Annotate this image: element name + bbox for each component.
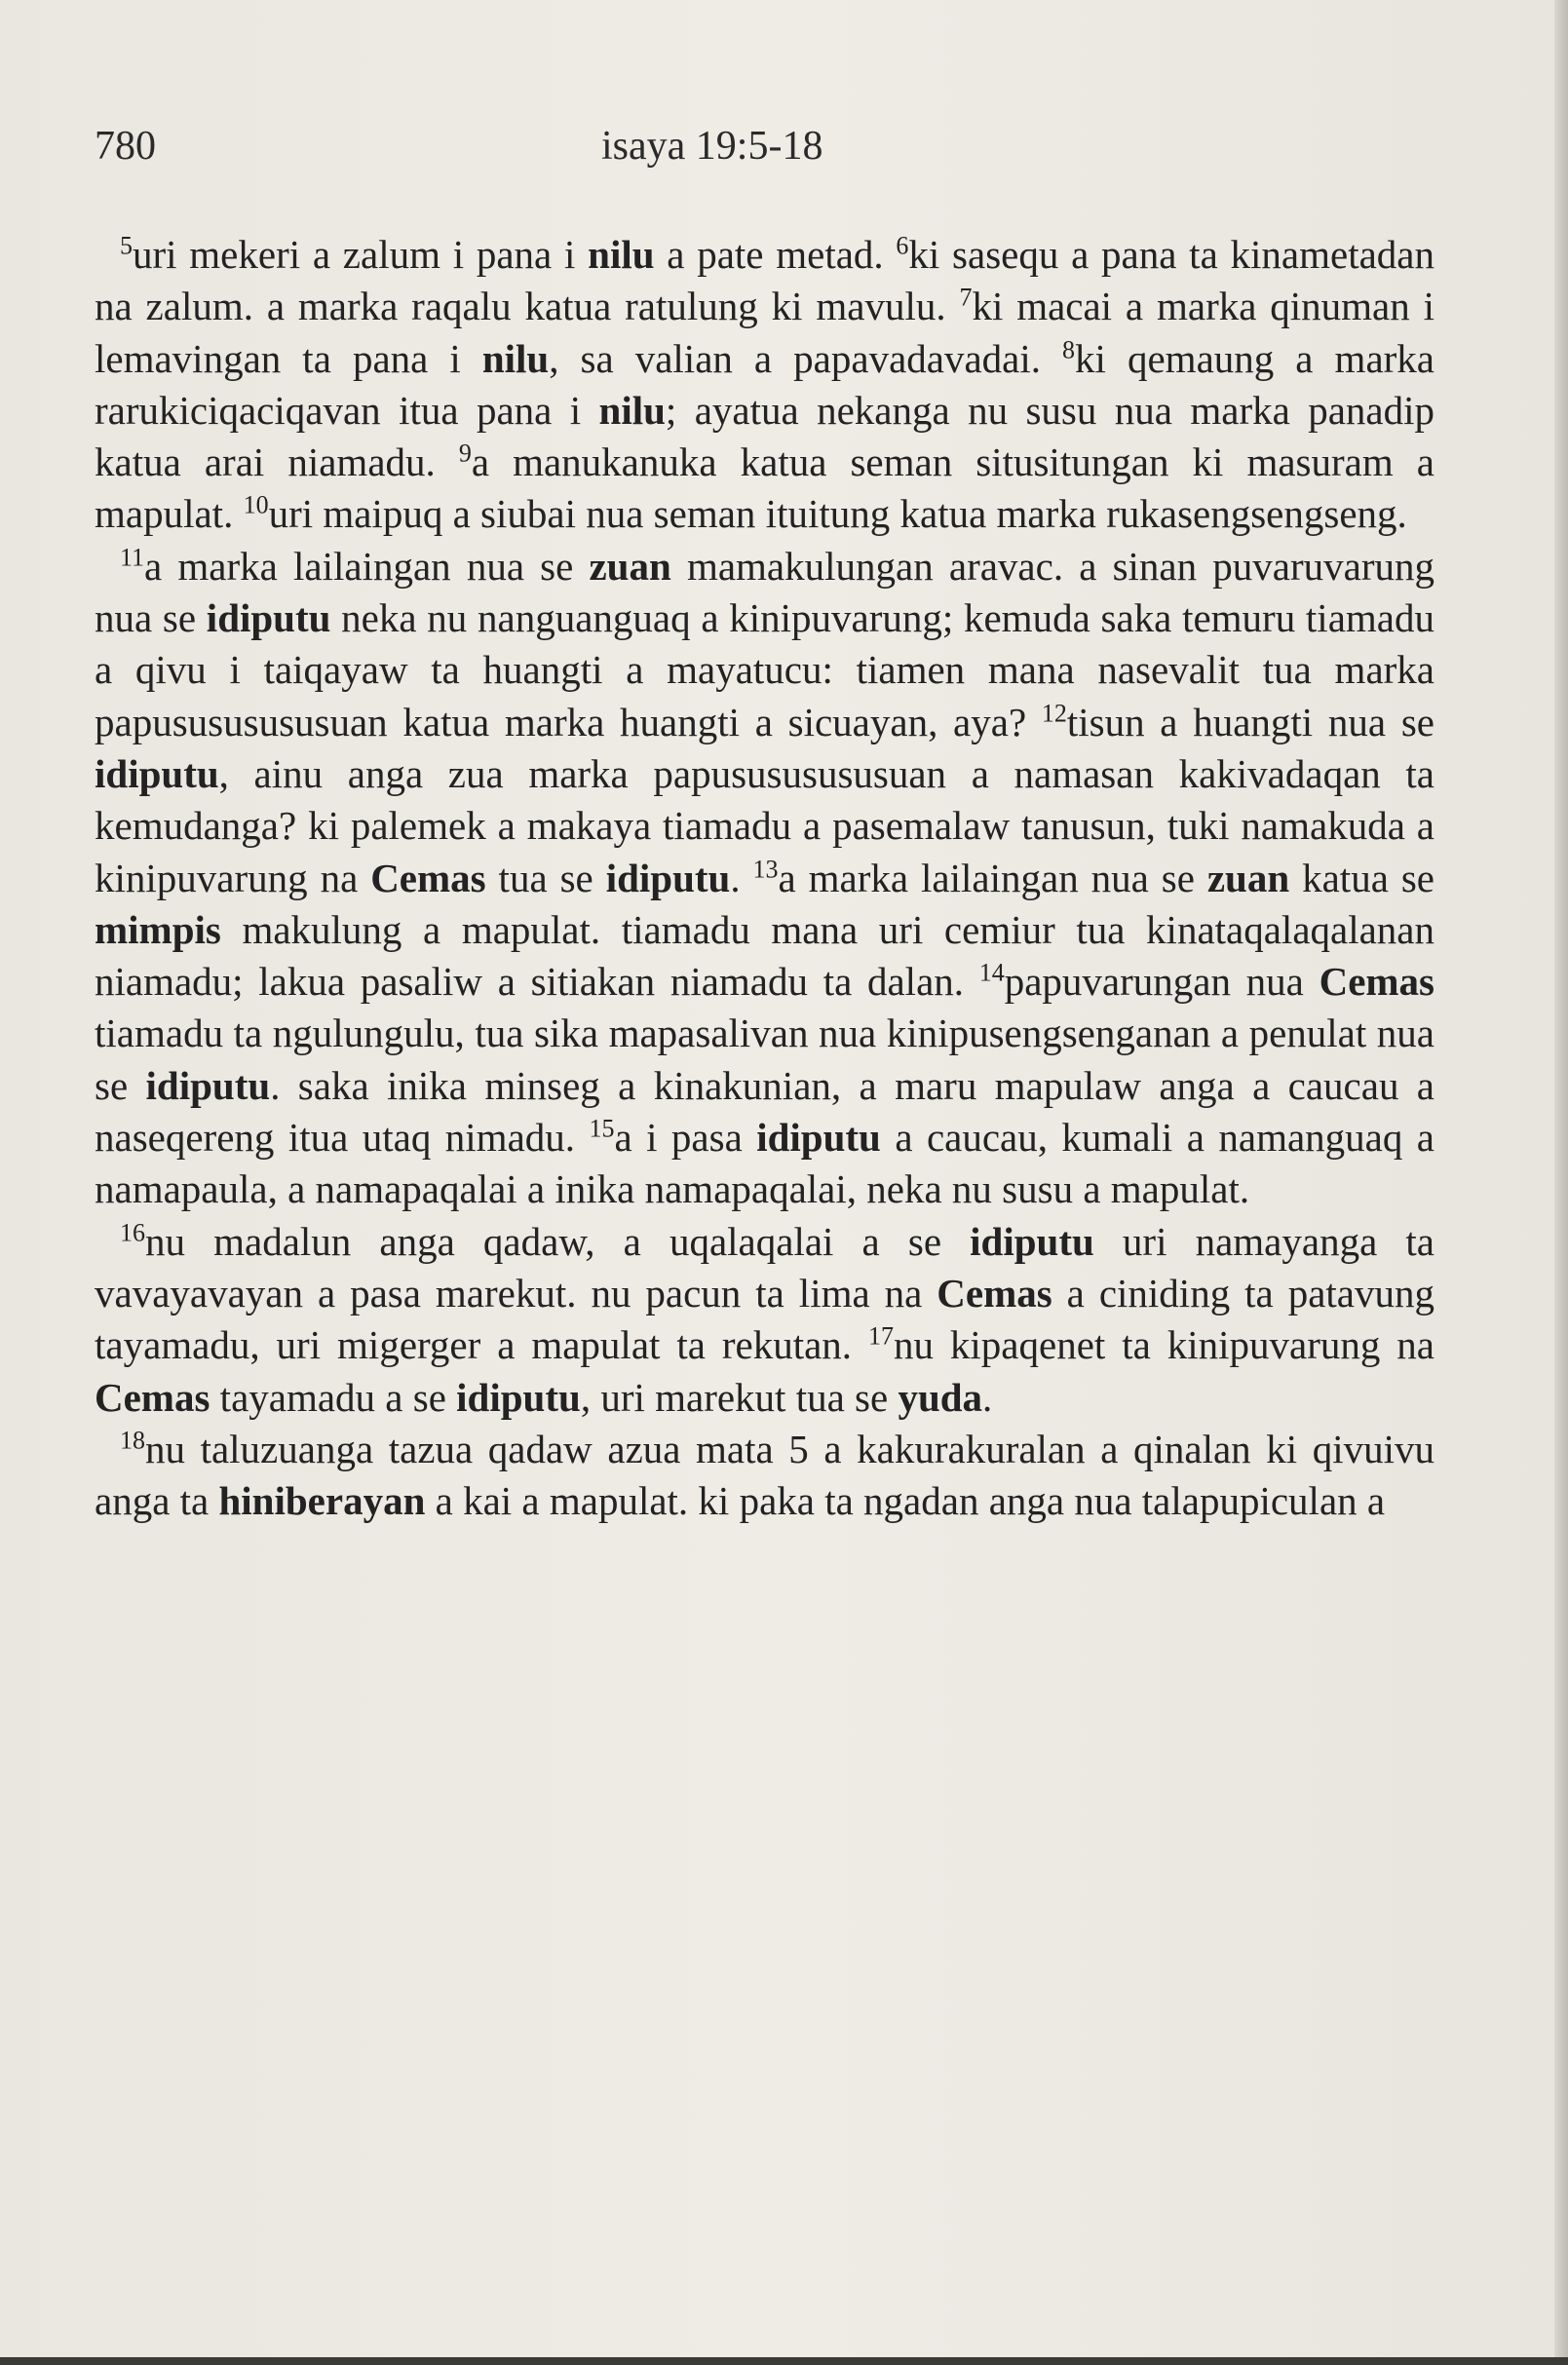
bold-term: idiputu — [970, 1218, 1094, 1264]
bold-term: mimpis — [95, 906, 221, 952]
verse-text: neka nu nanguanguaq a kinipuvarung; kemuda saka temuru tiamadu a qivu i taiqayaw ta huangti a mayatucu: tiamen mana nasevalit tua marka papusususususuan katua marka huangti a sicuayan, aya? — [95, 595, 1434, 744]
verse-text: nu madalun anga qadaw, a uqalaqalai a se — [145, 1218, 971, 1264]
bold-term: zuan — [589, 543, 671, 589]
paragraph — [95, 1424, 1434, 1528]
verse-text: . saka inika minseg a kinakunian, a maru mapulaw anga a caucau a naseqereng itua utaq nimadu. — [95, 1062, 1435, 1161]
bold-term: Cemas — [370, 855, 486, 900]
verse-text: a marka lailaingan nua se — [144, 543, 590, 589]
verse-text: tiamadu ta ngulungulu, tua sika mapasalivan nua kinipusengsenganan a penulat nua se — [95, 1011, 1434, 1108]
verse-text: ki qemaung a marka rarukiciqaciqavan itua pana i — [95, 335, 1434, 433]
bold-term: nilu — [588, 232, 655, 277]
verse-number: 10 — [243, 490, 269, 519]
verse-text: a manukanuka katua seman situsitungan ki masuram a mapulat. — [95, 439, 1434, 537]
bold-term: Cemas — [95, 1374, 210, 1420]
verse-text: . — [982, 1374, 993, 1420]
verse-number: 11 — [120, 543, 145, 572]
page-edge — [1554, 0, 1568, 2365]
bold-term: Cemas — [937, 1270, 1052, 1316]
bold-term: Cemas — [1319, 959, 1435, 1005]
paragraph — [95, 1216, 1434, 1424]
verse-number: 9 — [458, 439, 472, 468]
verse-text: nu taluzuanga tazua qadaw azua mata 5 a kakurakuralan a qinalan ki qivuivu anga ta — [95, 1426, 1434, 1524]
body-text — [95, 229, 1434, 1527]
verse-text: a pate metad. — [654, 232, 897, 277]
bold-term: zuan — [1206, 855, 1290, 900]
verse-text: uri maipuq a siubai nua seman ituitung katua marka rukasengsengseng. — [268, 491, 1407, 537]
verse-number: 15 — [589, 1114, 615, 1143]
paragraph — [95, 229, 1434, 541]
verse-text: ki sasequ a pana ta kinametadan na zalum. a marka raqalu katua ratulung ki mavulu. — [95, 232, 1434, 329]
running-header — [95, 117, 1449, 175]
bold-term: idiputu — [95, 750, 219, 796]
verse-text: , uri marekut tua se — [580, 1374, 899, 1420]
verse-number: 5 — [120, 231, 133, 260]
verse-text: nu kipaqenet ta kinipuvarung na — [893, 1322, 1435, 1368]
verse-text: a i pasa — [614, 1115, 757, 1161]
verse-text: mamakulungan aravac. a sinan puvaruvarung nua se — [95, 543, 1434, 641]
verse-number: 7 — [959, 283, 973, 312]
verse-text: a kai a mapulat. ki paka ta ngadan anga nua talapupiculan a — [425, 1478, 1386, 1524]
verse-text: , ainu anga zua marka papusususususuan a namasan kakivadaqan ta kemudanga? ki palemek a makaya tiamadu a pasemalaw tanusun, tuki namakuda a kinipuvarung na — [95, 750, 1434, 900]
verse-number: 18 — [120, 1426, 145, 1455]
verse-number: 17 — [867, 1321, 894, 1351]
verse-text: uri namayanga ta vavayavayan a pasa marekut. nu pacun ta lima na — [95, 1218, 1434, 1316]
verse-text: tisun a huangti nua se — [1066, 699, 1434, 744]
bold-term: yuda — [898, 1374, 983, 1420]
bold-term: idiputu — [605, 855, 731, 900]
verse-number: 6 — [896, 231, 909, 260]
verse-text: a ciniding ta patavung tayamadu, uri migerger a mapulat ta rekutan. — [95, 1270, 1434, 1368]
paragraph — [95, 541, 1434, 1216]
verse-text: uri mekeri a zalum i pana i — [133, 232, 589, 277]
verse-number: 16 — [120, 1217, 145, 1246]
verse-text: tayamadu a se — [210, 1374, 457, 1420]
bold-term: idiputu — [456, 1374, 581, 1420]
verse-text: a marka lailaingan nua se — [778, 855, 1207, 900]
verse-text: makulung a mapulat. tiamadu mana uri cemiur tua kinataqalaqalanan niamadu; lakua pasaliw a sitiakan niamadu ta dalan. — [95, 906, 1434, 1005]
verse-number: 14 — [978, 958, 1005, 987]
bold-term: idiputu — [206, 595, 331, 641]
bold-term: nilu — [481, 335, 550, 381]
running-title: isaya 19:5-18 — [601, 124, 823, 169]
verse-text: a caucau, kumali a namanguaq a namapaula, a namapaqalai a inika namapaqalai, neka nu susu a mapulat. — [95, 1115, 1434, 1212]
verse-text: tua se — [485, 855, 606, 900]
verse-number: 12 — [1041, 699, 1067, 728]
verse-number: 13 — [752, 854, 779, 883]
verse-text: ki macai a marka qinuman i lemavingan ta pana i — [95, 284, 1435, 381]
verse-text: katua se — [1289, 855, 1434, 900]
verse-text: ; ayatua nekanga nu susu nua marka panadip katua arai niamadu. — [95, 387, 1435, 485]
bold-term: idiputu — [145, 1062, 271, 1108]
bottom-edge — [0, 2357, 1568, 2365]
bold-term: hiniberayan — [218, 1478, 426, 1524]
bold-term: idiputu — [756, 1115, 881, 1161]
verse-number: 8 — [1062, 334, 1076, 363]
bold-term: nilu — [598, 387, 666, 433]
page-number: 780 — [95, 124, 156, 169]
verse-text: papuvarungan nua — [1004, 959, 1319, 1005]
verse-text: . — [730, 855, 753, 900]
verse-text: , sa valian a papavadavadai. — [549, 335, 1063, 381]
